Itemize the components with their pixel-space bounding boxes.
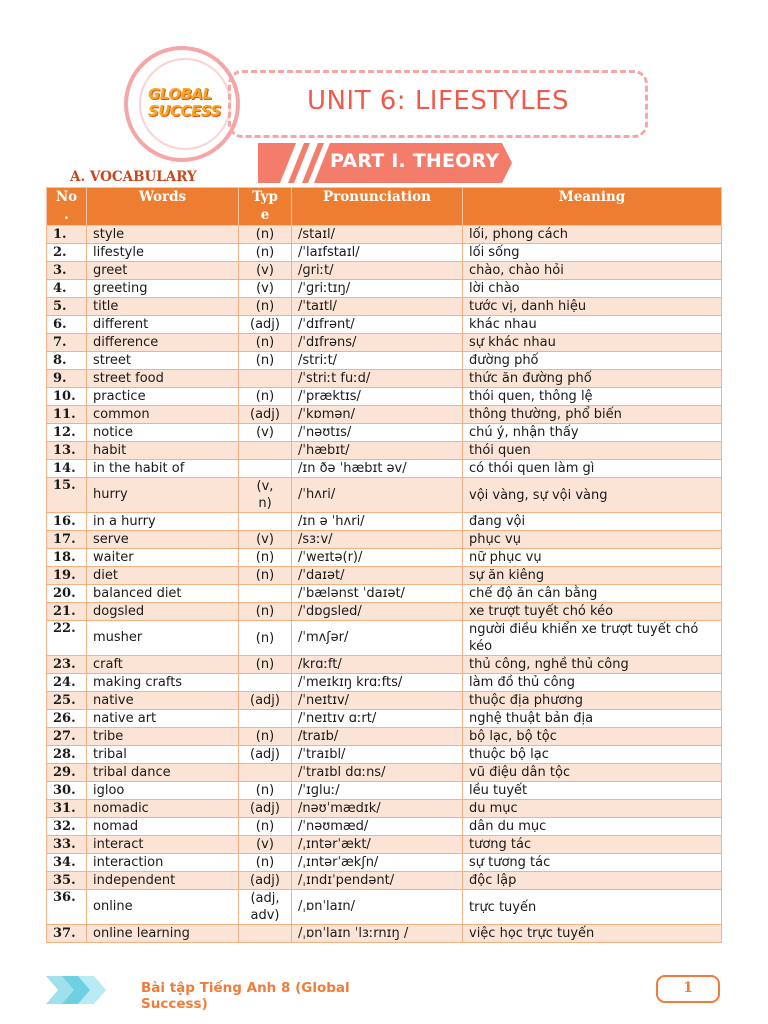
word-cell: making crafts <box>87 674 239 692</box>
type-cell: (v, n) <box>239 478 292 513</box>
row-number: 16. <box>47 513 87 531</box>
row-number: 19. <box>47 567 87 585</box>
table-row <box>47 890 722 925</box>
row-number: 2. <box>47 244 87 262</box>
meaning-cell: chào, chào hỏi <box>463 262 722 280</box>
word-cell: independent <box>87 872 239 890</box>
table-row <box>47 603 722 621</box>
word-cell: lifestyle <box>87 244 239 262</box>
word-cell: tribe <box>87 728 239 746</box>
page-number: 1 <box>683 980 693 996</box>
meaning-cell: trực tuyến <box>463 890 722 925</box>
type-cell <box>239 370 292 388</box>
meaning-cell: độc lập <box>463 872 722 890</box>
meaning-cell: vội vàng, sự vội vàng <box>463 478 722 513</box>
word-cell: in the habit of <box>87 460 239 478</box>
pronunciation-cell: /ˈkɒmən/ <box>292 406 463 424</box>
part-title: PART I. THEORY <box>330 150 500 172</box>
row-number: 17. <box>47 531 87 549</box>
meaning-cell: thông thường, phổ biến <box>463 406 722 424</box>
header-no-text: No . <box>55 189 78 223</box>
pronunciation-cell: /ˈɡriːtɪŋ/ <box>292 280 463 298</box>
table-row <box>47 567 722 585</box>
type-cell: (v) <box>239 531 292 549</box>
type-cell: (n) <box>239 549 292 567</box>
type-cell <box>239 585 292 603</box>
pronunciation-cell: /ˌɪntərˈækʃn/ <box>292 854 463 872</box>
table-row <box>47 513 722 531</box>
type-cell: (v) <box>239 424 292 442</box>
row-number: 32. <box>47 818 87 836</box>
word-cell: in a hurry <box>87 513 239 531</box>
meaning-cell: tước vị, danh hiệu <box>463 298 722 316</box>
row-number: 37. <box>47 925 87 943</box>
type-cell: (adj) <box>239 746 292 764</box>
table-row <box>47 818 722 836</box>
word-cell: style <box>87 226 239 244</box>
row-number: 13. <box>47 442 87 460</box>
table-row <box>47 800 722 818</box>
table-row <box>47 531 722 549</box>
pronunciation-cell: /ˈpræktɪs/ <box>292 388 463 406</box>
table-row <box>47 782 722 800</box>
row-number: 7. <box>47 334 87 352</box>
type-cell: (adj) <box>239 800 292 818</box>
table-row <box>47 406 722 424</box>
meaning-cell: tương tác <box>463 836 722 854</box>
word-cell: notice <box>87 424 239 442</box>
type-cell: (n) <box>239 298 292 316</box>
footer-text: Bài tập Tiếng Anh 8 (Global Success) <box>141 980 350 1012</box>
type-cell: (adj) <box>239 872 292 890</box>
word-cell: native art <box>87 710 239 728</box>
word-cell: greeting <box>87 280 239 298</box>
word-cell: native <box>87 692 239 710</box>
pronunciation-cell: /ˈbælənst ˈdaɪət/ <box>292 585 463 603</box>
row-number: 9. <box>47 370 87 388</box>
type-cell: (n) <box>239 656 292 674</box>
row-number: 23. <box>47 656 87 674</box>
word-cell: online <box>87 890 239 925</box>
meaning-cell: sự khác nhau <box>463 334 722 352</box>
word-cell: hurry <box>87 478 239 513</box>
table-row <box>47 460 722 478</box>
table-row <box>47 388 722 406</box>
type-cell <box>239 925 292 943</box>
meaning-cell: đang vội <box>463 513 722 531</box>
row-number: 34. <box>47 854 87 872</box>
word-cell: nomadic <box>87 800 239 818</box>
row-number: 12. <box>47 424 87 442</box>
type-cell: (n) <box>239 226 292 244</box>
table-row <box>47 746 722 764</box>
table-row <box>47 226 722 244</box>
meaning-cell: sự ăn kiêng <box>463 567 722 585</box>
row-number: 3. <box>47 262 87 280</box>
pronunciation-cell: /ˈɪɡluː/ <box>292 782 463 800</box>
word-cell: tribal <box>87 746 239 764</box>
table-row <box>47 674 722 692</box>
row-number: 28. <box>47 746 87 764</box>
row-number: 30. <box>47 782 87 800</box>
pronunciation-cell: /ˈtraɪbl/ <box>292 746 463 764</box>
header-words: Words <box>87 188 239 226</box>
row-number: 11. <box>47 406 87 424</box>
pronunciation-cell: /ˈdɒɡsled/ <box>292 603 463 621</box>
table-row <box>47 692 722 710</box>
pronunciation-cell: /ɪn ðə ˈhæbɪt əv/ <box>292 460 463 478</box>
table-row <box>47 244 722 262</box>
word-cell: greet <box>87 262 239 280</box>
row-number: 26. <box>47 710 87 728</box>
type-cell: (n) <box>239 244 292 262</box>
word-cell: interaction <box>87 854 239 872</box>
row-number: 14. <box>47 460 87 478</box>
meaning-cell: lối sống <box>463 244 722 262</box>
table-row <box>47 872 722 890</box>
pronunciation-cell: /ˌɒnˈlaɪn ˈlɜːrnɪŋ / <box>292 925 463 943</box>
row-number: 15. <box>47 478 87 513</box>
pronunciation-cell: /ˌɒnˈlaɪn/ <box>292 890 463 925</box>
pronunciation-cell: /ˈdaɪət/ <box>292 567 463 585</box>
word-cell: common <box>87 406 239 424</box>
row-number: 33. <box>47 836 87 854</box>
meaning-cell: lời chào <box>463 280 722 298</box>
row-number: 4. <box>47 280 87 298</box>
word-cell: craft <box>87 656 239 674</box>
word-cell: musher <box>87 621 239 656</box>
table-row <box>47 334 722 352</box>
table-row <box>47 585 722 603</box>
pronunciation-cell: /ˈnəʊmæd/ <box>292 818 463 836</box>
section-title: A. VOCABULARY <box>70 169 197 185</box>
table-row <box>47 280 722 298</box>
vocabulary-table-body <box>47 226 722 943</box>
meaning-cell: người điều khiển xe trượt tuyết chó kéo <box>463 621 722 656</box>
header-type-text: Typ e <box>252 189 278 223</box>
table-header-row <box>47 188 722 226</box>
table-row <box>47 728 722 746</box>
meaning-cell: bộ lạc, bộ tộc <box>463 728 722 746</box>
table-row <box>47 621 722 656</box>
pronunciation-cell: /ˈmeɪkɪŋ krɑːfts/ <box>292 674 463 692</box>
word-cell: different <box>87 316 239 334</box>
pronunciation-cell: /ˈneɪtɪv ɑːrt/ <box>292 710 463 728</box>
pronunciation-cell: /nəʊˈmædɪk/ <box>292 800 463 818</box>
meaning-cell: làm đồ thủ công <box>463 674 722 692</box>
pronunciation-cell: /ˈdɪfrəns/ <box>292 334 463 352</box>
row-number: 5. <box>47 298 87 316</box>
word-cell: street <box>87 352 239 370</box>
pronunciation-cell: /ɪn ə ˈhʌri/ <box>292 513 463 531</box>
type-cell <box>239 442 292 460</box>
type-cell: (n) <box>239 352 292 370</box>
type-cell: (n) <box>239 621 292 656</box>
pronunciation-cell: /staɪl/ <box>292 226 463 244</box>
pronunciation-cell: /ˈhʌri/ <box>292 478 463 513</box>
type-cell: (n) <box>239 567 292 585</box>
type-cell: (adj) <box>239 692 292 710</box>
logo-line-1: GLOBAL <box>148 85 212 103</box>
type-cell <box>239 710 292 728</box>
pronunciation-cell: /ˈtraɪbl dɑːns/ <box>292 764 463 782</box>
table-row <box>47 854 722 872</box>
table-row <box>47 352 722 370</box>
meaning-cell: có thói quen làm gì <box>463 460 722 478</box>
word-cell: habit <box>87 442 239 460</box>
pronunciation-cell: /ˌɪndɪˈpendənt/ <box>292 872 463 890</box>
type-cell <box>239 674 292 692</box>
row-number: 18. <box>47 549 87 567</box>
meaning-cell: du mục <box>463 800 722 818</box>
meaning-cell: nữ phục vụ <box>463 549 722 567</box>
type-cell: (v) <box>239 280 292 298</box>
row-number: 31. <box>47 800 87 818</box>
type-cell <box>239 460 292 478</box>
word-cell: title <box>87 298 239 316</box>
type-cell: (adj) <box>239 316 292 334</box>
word-cell: nomad <box>87 818 239 836</box>
word-cell: practice <box>87 388 239 406</box>
type-cell: (adj, adv) <box>239 890 292 925</box>
meaning-cell: vũ điệu dân tộc <box>463 764 722 782</box>
word-cell: difference <box>87 334 239 352</box>
row-number: 22. <box>47 621 87 656</box>
header-type <box>239 188 292 226</box>
global-success-logo <box>148 86 240 120</box>
header-no <box>47 188 87 226</box>
type-cell: (n) <box>239 818 292 836</box>
meaning-cell: thức ăn đường phố <box>463 370 722 388</box>
row-number: 25. <box>47 692 87 710</box>
row-number: 6. <box>47 316 87 334</box>
type-cell: (n) <box>239 603 292 621</box>
row-number: 27. <box>47 728 87 746</box>
meaning-cell: đường phố <box>463 352 722 370</box>
pronunciation-cell: /ˈlaɪfstaɪl/ <box>292 244 463 262</box>
type-cell: (n) <box>239 854 292 872</box>
type-cell: (n) <box>239 782 292 800</box>
pronunciation-cell: /ˌɪntərˈækt/ <box>292 836 463 854</box>
vocabulary-table <box>46 187 722 943</box>
meaning-cell: thói quen, thông lệ <box>463 388 722 406</box>
meaning-cell: chế độ ăn cân bằng <box>463 585 722 603</box>
table-row <box>47 316 722 334</box>
pronunciation-cell: /ɡriːt/ <box>292 262 463 280</box>
header-pronunciation: Pronunciation <box>292 188 463 226</box>
meaning-cell: xe trượt tuyết chó kéo <box>463 603 722 621</box>
meaning-cell: lối, phong cách <box>463 226 722 244</box>
table-row <box>47 710 722 728</box>
row-number: 29. <box>47 764 87 782</box>
table-row <box>47 262 722 280</box>
word-cell: interact <box>87 836 239 854</box>
table-row <box>47 836 722 854</box>
meaning-cell: thói quen <box>463 442 722 460</box>
meaning-cell: khác nhau <box>463 316 722 334</box>
meaning-cell: lều tuyết <box>463 782 722 800</box>
word-cell: online learning <box>87 925 239 943</box>
pronunciation-cell: /ˈweɪtə(r)/ <box>292 549 463 567</box>
table-row <box>47 656 722 674</box>
meaning-cell: nghệ thuật bản địa <box>463 710 722 728</box>
pronunciation-cell: /sɜːv/ <box>292 531 463 549</box>
type-cell <box>239 513 292 531</box>
word-cell: igloo <box>87 782 239 800</box>
word-cell: street food <box>87 370 239 388</box>
pronunciation-cell: /traɪb/ <box>292 728 463 746</box>
meaning-cell: việc học trực tuyến <box>463 925 722 943</box>
footer-arrows-icon <box>46 974 108 1006</box>
meaning-cell: sự tương tác <box>463 854 722 872</box>
meaning-cell: dân du mục <box>463 818 722 836</box>
table-row <box>47 925 722 943</box>
pronunciation-cell: /krɑːft/ <box>292 656 463 674</box>
pronunciation-cell: /ˈdɪfrənt/ <box>292 316 463 334</box>
table-row <box>47 442 722 460</box>
pronunciation-cell: /ˈneɪtɪv/ <box>292 692 463 710</box>
row-number: 21. <box>47 603 87 621</box>
meaning-cell: chú ý, nhận thấy <box>463 424 722 442</box>
pronunciation-cell: /striːt/ <box>292 352 463 370</box>
pronunciation-cell: /ˈnəʊtɪs/ <box>292 424 463 442</box>
pronunciation-cell: /ˈtaɪtl/ <box>292 298 463 316</box>
table-row <box>47 370 722 388</box>
word-cell: dogsled <box>87 603 239 621</box>
type-cell: (n) <box>239 388 292 406</box>
table-row <box>47 549 722 567</box>
table-row <box>47 764 722 782</box>
meaning-cell: thuộc bộ lạc <box>463 746 722 764</box>
meaning-cell: phục vụ <box>463 531 722 549</box>
unit-title: UNIT 6: LIFESTYLES <box>306 86 570 116</box>
row-number: 36. <box>47 890 87 925</box>
pronunciation-cell: /ˈstriːt fuːd/ <box>292 370 463 388</box>
type-cell: (adj) <box>239 406 292 424</box>
row-number: 20. <box>47 585 87 603</box>
row-number: 10. <box>47 388 87 406</box>
row-number: 8. <box>47 352 87 370</box>
word-cell: diet <box>87 567 239 585</box>
type-cell: (v) <box>239 836 292 854</box>
type-cell <box>239 764 292 782</box>
meaning-cell: thuộc địa phương <box>463 692 722 710</box>
word-cell: serve <box>87 531 239 549</box>
pronunciation-cell: /ˈhæbɪt/ <box>292 442 463 460</box>
table-row <box>47 424 722 442</box>
word-cell: balanced diet <box>87 585 239 603</box>
logo-line-2: SUCCESS <box>148 102 221 120</box>
pronunciation-cell: /ˈmʌʃər/ <box>292 621 463 656</box>
type-cell: (v) <box>239 262 292 280</box>
row-number: 1. <box>47 226 87 244</box>
word-cell: waiter <box>87 549 239 567</box>
row-number: 35. <box>47 872 87 890</box>
meaning-cell: thủ công, nghề thủ công <box>463 656 722 674</box>
header-meaning: Meaning <box>463 188 722 226</box>
word-cell: tribal dance <box>87 764 239 782</box>
table-row <box>47 298 722 316</box>
type-cell: (n) <box>239 728 292 746</box>
type-cell: (n) <box>239 334 292 352</box>
row-number: 24. <box>47 674 87 692</box>
table-row <box>47 478 722 513</box>
